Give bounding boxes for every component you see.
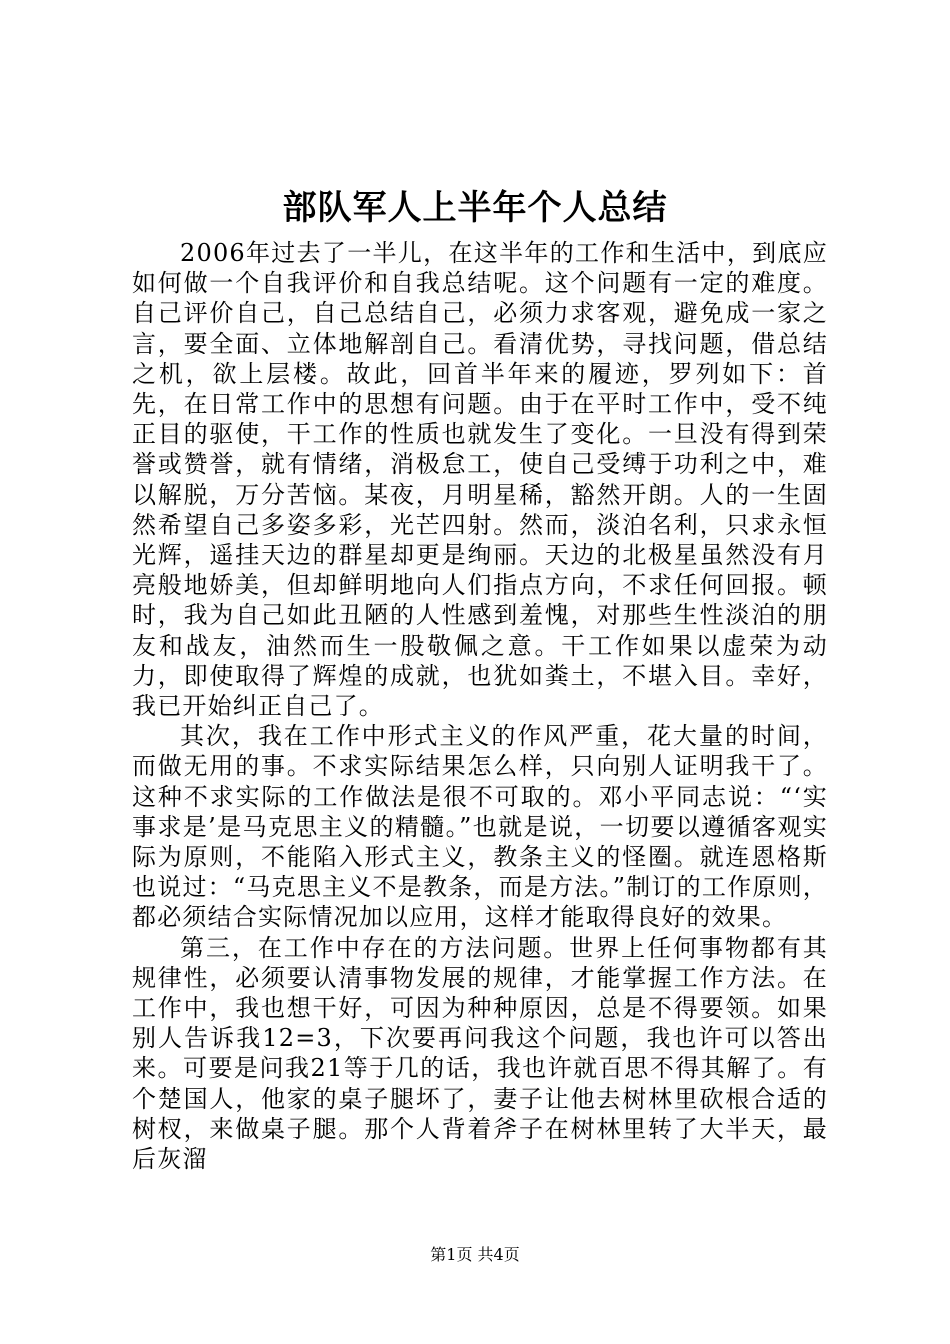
paragraph-2: 其次，我在工作中形式主义的作风严重，花大量的时间，而做无用的事。不求实际结果怎么样，只向别人证明我干了。这种不求实际的工作做法是很不可取的。邓小平同志说：“‘实事求是’是马克思主义的精髓。”也就是说，一切要以遵循客观实际为原则，不能陷入形式主义，教条主义的怪圈。就连恩格斯也说过：“马克思主义不是教条，而是方法。”制订的工作原则，都必须结合实际情况加以应用，这样才能取得良好的效果。 xyxy=(132,722,828,932)
document-title: 部队军人上半年个人总结 xyxy=(282,188,668,228)
page-number-footer: 第1页 共4页 xyxy=(430,1245,520,1264)
document-body xyxy=(132,238,828,1174)
paragraph-3: 第三，在工作中存在的方法问题。世界上任何事物都有其规律性，必须要认清事物发展的规律，才能掌握工作方法。在工作中，我也想干好，可因为种种原因，总是不得要领。如果别人告诉我12=3，下次要再问我这个问题，我也许可以答出来。可要是问我21等于几的话，我也许就百思不得其解了。有个楚国人，他家的桌子腿坏了，妻子让他去树林里砍根合适的树杈，来做桌子腿。那个人背着斧子在树林里转了大半天，最后灰溜 xyxy=(132,933,828,1174)
paragraph-1: 2006年过去了一半儿，在这半年的工作和生活中，到底应如何做一个自我评价和自我总结呢。这个问题有一定的难度。自己评价自己，自己总结自己，必须力求客观，避免成一家之言，要全面、立体地解剖自己。看清优势，寻找问题，借总结之机，欲上层楼。故此，回首半年来的履迹，罗列如下：首先，在日常工作中的思想有问题。由于在平时工作中，受不纯正目的驱使，干工作的性质也就发生了变化。一旦没有得到荣誉或赞誉，就有情绪，消极怠工，使自己受缚于功利之中，难以解脱，万分苦恼。某夜，月明星稀，豁然开朗。人的一生固然希望自己多姿多彩，光芒四射。然而，淡泊名利，只求永恒光辉，遥挂天边的群星却更是绚丽。天边的北极星虽然没有月亮般地娇美，但却鲜明地向人们指点方向，不求任何回报。顿时，我为自己如此丑陋的人性感到羞愧，对那些生性淡泊的朋友和战友，油然而生一股敬佩之意。干工作如果以虚荣为动力，即使取得了辉煌的成就，也犹如粪土，不堪入目。幸好，我已开始纠正自己了。 xyxy=(132,239,828,721)
